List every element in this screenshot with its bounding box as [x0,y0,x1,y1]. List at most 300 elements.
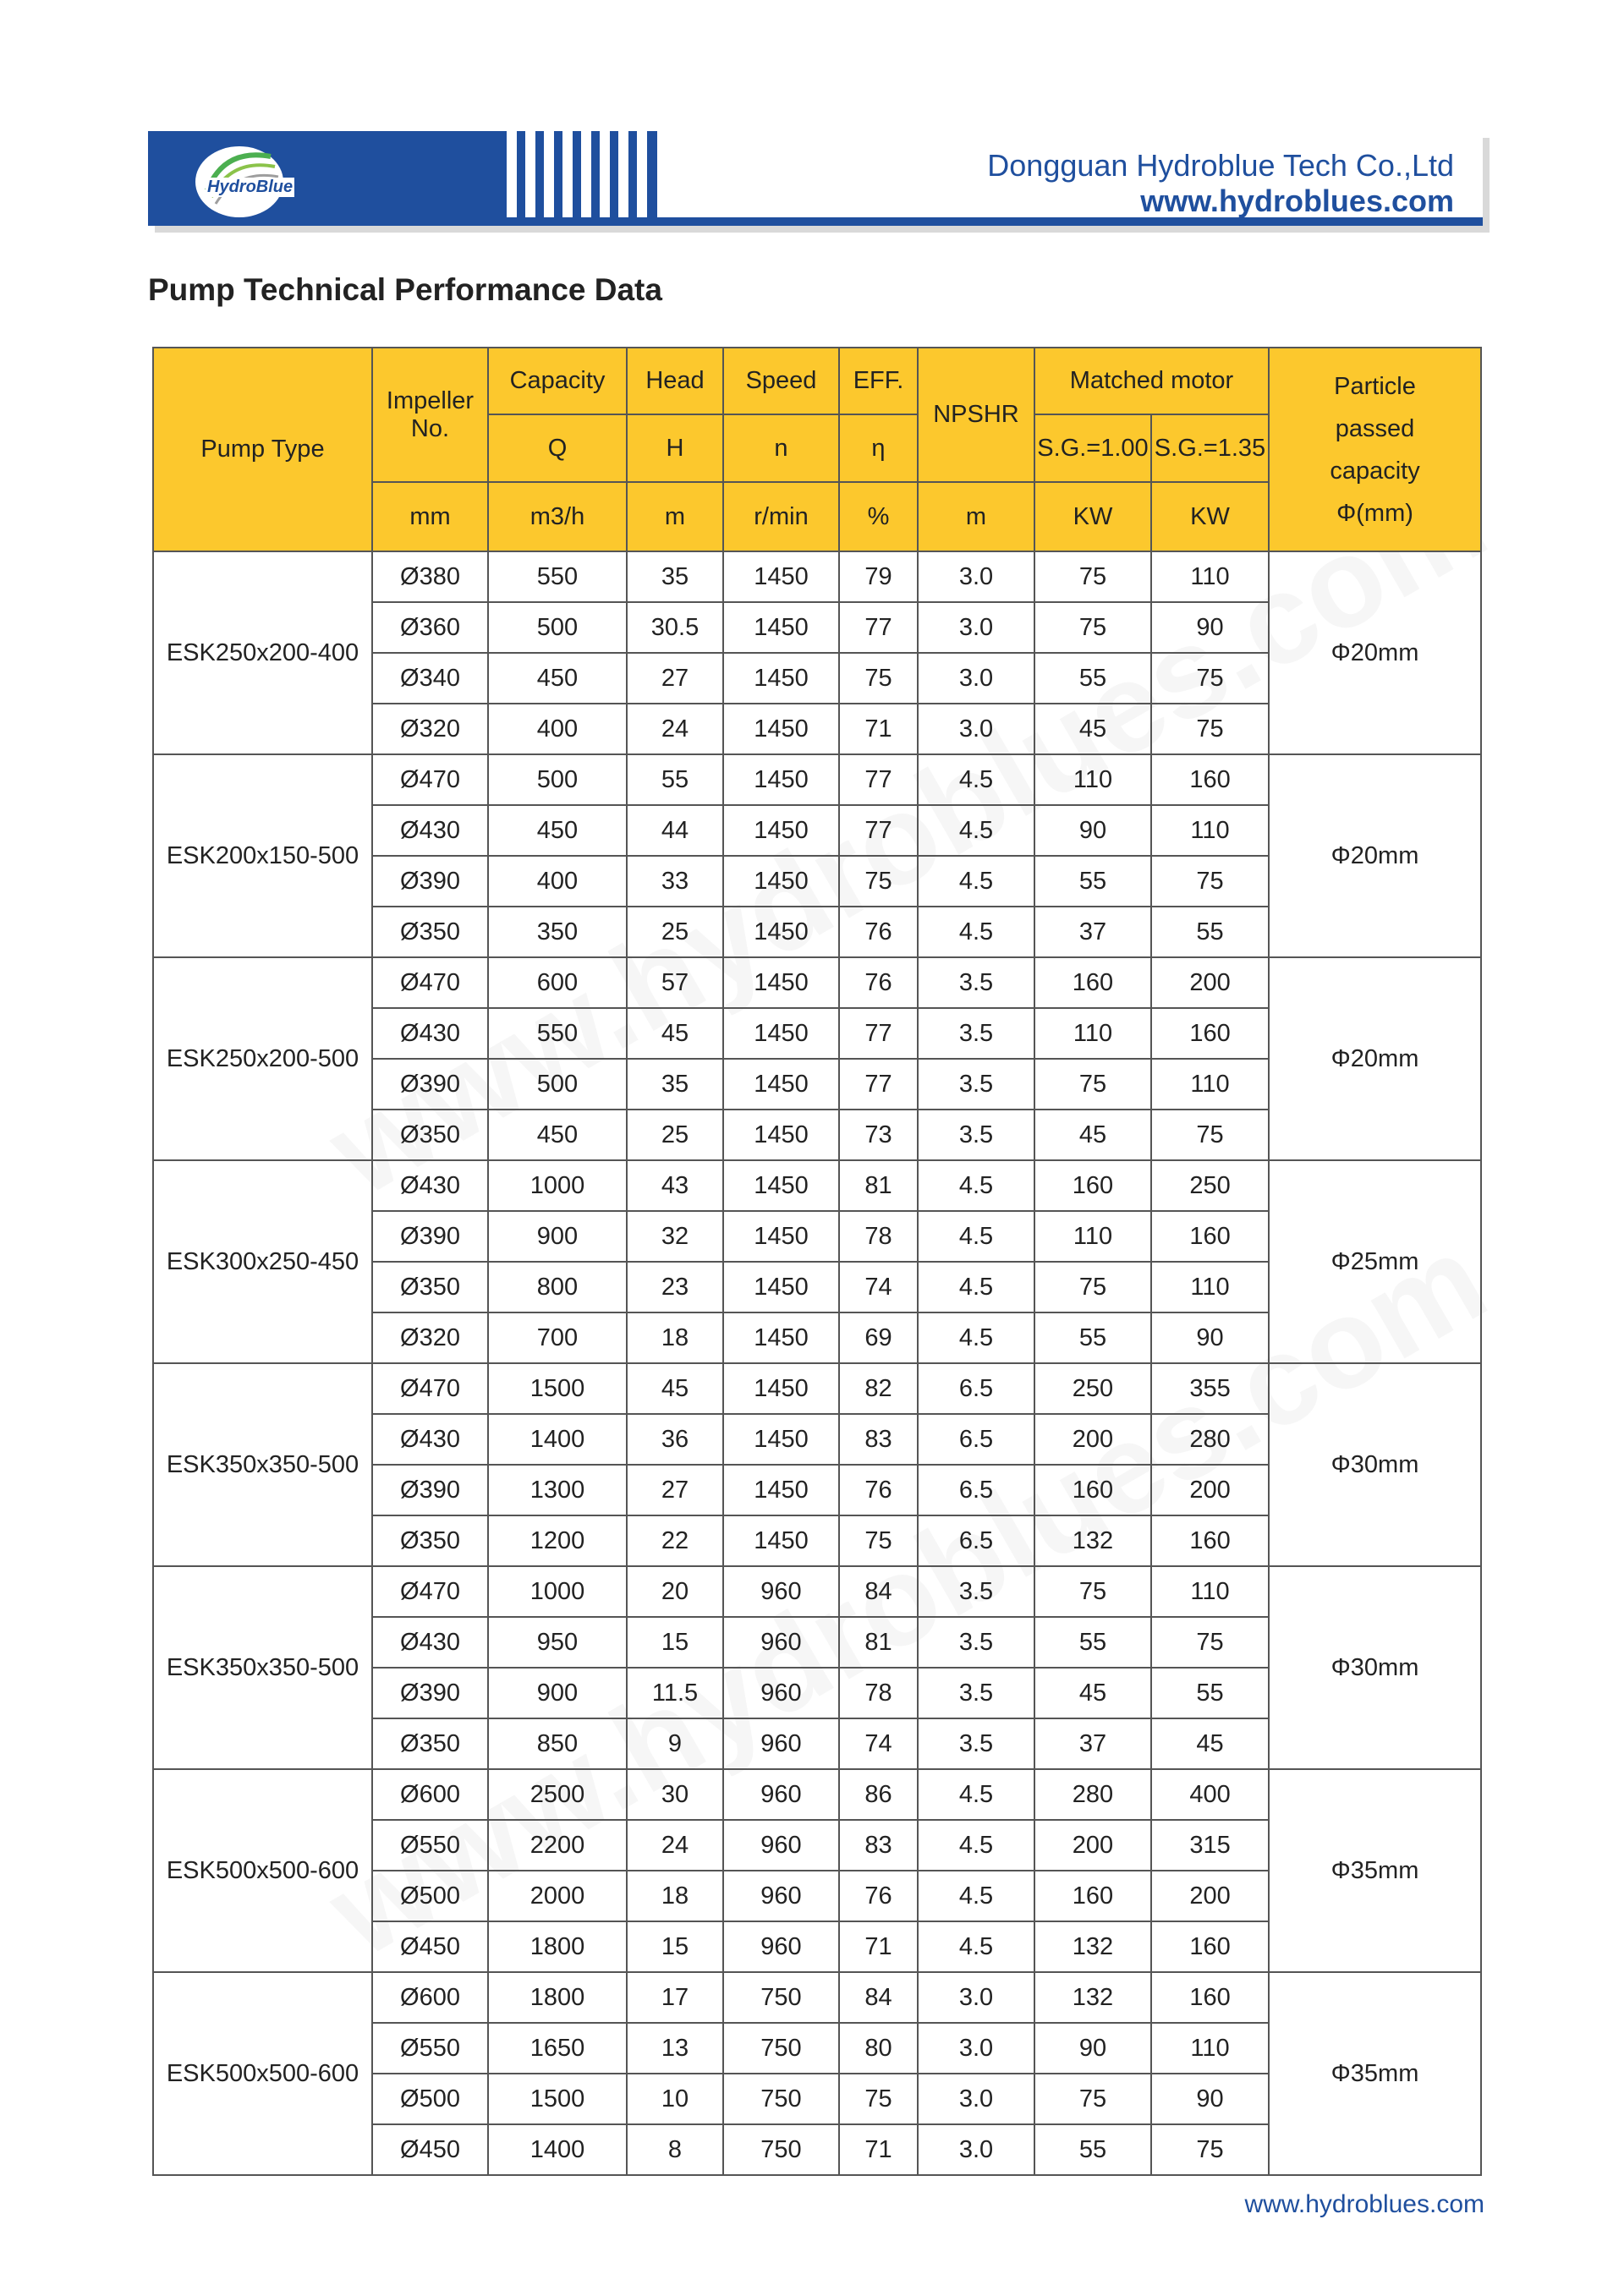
table-cell: Ø500 [372,1871,488,1921]
table-cell: 3.5 [918,1617,1034,1668]
table-cell: 6.5 [918,1515,1034,1566]
table-cell: 76 [839,1465,918,1515]
table-cell: 110 [1034,1211,1151,1262]
table-cell: 45 [627,1008,723,1059]
table-cell: 1300 [488,1465,627,1515]
table-cell: 76 [839,907,918,957]
table-cell: 3.0 [918,2023,1034,2074]
table-cell: 110 [1151,1566,1269,1617]
table-cell: 160 [1151,754,1269,805]
table-cell: 75 [839,2074,918,2124]
table-cell: 78 [839,1668,918,1718]
table-cell: 160 [1151,1211,1269,1262]
table-cell: Ø390 [372,1059,488,1110]
table-cell: 950 [488,1617,627,1668]
table-cell: 3.5 [918,1668,1034,1718]
table-cell: 45 [1034,1110,1151,1160]
table-cell: Ø550 [372,1820,488,1871]
table-body [153,551,1481,2175]
table-cell: 75 [839,856,918,907]
pump-type-cell: ESK500x500-600 [153,1769,372,1972]
table-cell: 33 [627,856,723,907]
header-impeller: Impeller No. [372,348,488,482]
table-cell: Ø350 [372,1262,488,1312]
table-cell: 110 [1151,1262,1269,1312]
table-cell: 77 [839,1059,918,1110]
table-cell: 75 [1034,1566,1151,1617]
table-cell: 110 [1151,1059,1269,1110]
table-cell: 132 [1034,1921,1151,1972]
table-cell: 1450 [723,1059,839,1110]
particle-cell: Φ35mm [1269,1769,1481,1972]
particle-cell: Φ20mm [1269,551,1481,754]
table-cell: 75 [1034,551,1151,602]
table-cell: Ø390 [372,1211,488,1262]
table-cell: 3.5 [918,1008,1034,1059]
table-cell: 55 [1034,653,1151,704]
table-cell: 1450 [723,1414,839,1465]
table-cell: 75 [839,1515,918,1566]
table-cell: 450 [488,1110,627,1160]
table-cell: 850 [488,1718,627,1769]
table-row [153,1160,1481,1211]
table-cell: 110 [1151,2023,1269,2074]
table-cell: 160 [1151,1515,1269,1566]
table-cell: 160 [1034,1465,1151,1515]
table-cell: 160 [1151,1008,1269,1059]
table-cell: 6.5 [918,1465,1034,1515]
table-cell: 15 [627,1921,723,1972]
table-cell: 6.5 [918,1414,1034,1465]
header-unit-npshr: m [918,482,1034,551]
table-cell: 30.5 [627,602,723,653]
table-cell: 3.0 [918,653,1034,704]
table-cell: 71 [839,1921,918,1972]
table-cell: 11.5 [627,1668,723,1718]
table-cell: 45 [627,1363,723,1414]
table-cell: 86 [839,1769,918,1820]
banner-blue-panel [148,131,657,226]
table-cell: 132 [1034,1972,1151,2023]
table-row [153,1566,1481,1617]
header-banner [148,131,1483,226]
table-cell: 1450 [723,1008,839,1059]
table-cell: 1000 [488,1160,627,1211]
company-website[interactable]: www.hydroblues.com [1140,184,1454,218]
table-cell: 43 [627,1160,723,1211]
particle-cell: Φ30mm [1269,1363,1481,1566]
table-cell: 3.5 [918,1059,1034,1110]
table-cell: 900 [488,1668,627,1718]
table-cell: 55 [1151,907,1269,957]
table-cell: Ø350 [372,907,488,957]
table-cell: 75 [1151,704,1269,754]
table-cell: 200 [1034,1820,1151,1871]
table-cell: 27 [627,1465,723,1515]
header-unit-kw1: KW [1034,482,1151,551]
table-cell: 1650 [488,2023,627,2074]
table-cell: Ø470 [372,957,488,1008]
table-cell: 77 [839,754,918,805]
table-cell: 400 [1151,1769,1269,1820]
table-cell: 3.5 [918,1110,1034,1160]
header-capacity: Capacity [488,348,627,414]
table-cell: 4.5 [918,907,1034,957]
table-cell: Ø390 [372,1465,488,1515]
table-cell: 280 [1151,1414,1269,1465]
table-cell: 250 [1034,1363,1151,1414]
table-cell: 71 [839,2124,918,2175]
table-cell: 1450 [723,856,839,907]
table-cell: 13 [627,2023,723,2074]
table-cell: 700 [488,1312,627,1363]
table-cell: 75 [1151,1110,1269,1160]
table-cell: Ø450 [372,1921,488,1972]
table-cell: 1450 [723,1211,839,1262]
table-cell: 75 [1151,1617,1269,1668]
table-cell: 84 [839,1566,918,1617]
table-cell: 750 [723,2074,839,2124]
table-cell: 200 [1151,1465,1269,1515]
table-cell: 77 [839,1008,918,1059]
header-unit-q: m3/h [488,482,627,551]
table-cell: 69 [839,1312,918,1363]
table-cell: Ø350 [372,1718,488,1769]
table-cell: Ø470 [372,754,488,805]
table-cell: 960 [723,1820,839,1871]
table-cell: Ø390 [372,1668,488,1718]
table-cell: 1450 [723,602,839,653]
table-cell: 81 [839,1160,918,1211]
table-cell: 1000 [488,1566,627,1617]
table-cell: 1400 [488,2124,627,2175]
table-cell: 90 [1151,602,1269,653]
header-unit-mm: mm [372,482,488,551]
table-cell: 1450 [723,754,839,805]
table-cell: 15 [627,1617,723,1668]
table-cell: 55 [1034,1312,1151,1363]
table-cell: 960 [723,1617,839,1668]
table-cell: 250 [1151,1160,1269,1211]
table-cell: Ø600 [372,1769,488,1820]
table-cell: 160 [1034,1871,1151,1921]
table-cell: 550 [488,551,627,602]
performance-table [152,347,1482,2176]
table-cell: 1800 [488,1921,627,1972]
header-sg2: S.G.=1.35 [1151,414,1269,482]
table-cell: Ø350 [372,1110,488,1160]
table-cell: 55 [1034,856,1151,907]
footer-website[interactable]: www.hydroblues.com [1244,2190,1484,2218]
table-cell: 800 [488,1262,627,1312]
table-cell: 1450 [723,653,839,704]
particle-cell: Φ25mm [1269,1160,1481,1363]
table-cell: Ø550 [372,2023,488,2074]
table-cell: 35 [627,1059,723,1110]
pump-type-cell: ESK250x200-400 [153,551,372,754]
table-cell: 76 [839,957,918,1008]
table-cell: 1450 [723,1312,839,1363]
company-block [987,148,1454,219]
table-cell: 160 [1151,1921,1269,1972]
table-cell: 73 [839,1110,918,1160]
table-cell: 90 [1034,805,1151,856]
header-unit-eff: % [839,482,918,551]
table-cell: 355 [1151,1363,1269,1414]
table-cell: 4.5 [918,1312,1034,1363]
table-row [153,957,1481,1008]
table-cell: 1500 [488,1363,627,1414]
table-cell: 350 [488,907,627,957]
table-cell: 4.5 [918,754,1034,805]
table-cell: 4.5 [918,1871,1034,1921]
table-cell: 960 [723,1921,839,1972]
table-cell: 77 [839,805,918,856]
table-cell: 55 [1034,1617,1151,1668]
table-cell: 400 [488,856,627,907]
table-cell: Ø450 [372,2124,488,2175]
table-cell: 79 [839,551,918,602]
table-cell: 3.5 [918,1718,1034,1769]
table-cell: 1200 [488,1515,627,1566]
table-cell: 960 [723,1668,839,1718]
table-cell: 450 [488,805,627,856]
table-cell: 75 [1034,1059,1151,1110]
particle-cell: Φ30mm [1269,1566,1481,1769]
table-cell: 90 [1034,2023,1151,2074]
table-cell: 4.5 [918,1820,1034,1871]
header-unit-kw2: KW [1151,482,1269,551]
header-sym-q: Q [488,414,627,482]
table-cell: 55 [627,754,723,805]
table-cell: 75 [839,653,918,704]
table-cell: 82 [839,1363,918,1414]
header-npshr: NPSHR [918,348,1034,482]
table-cell: 1450 [723,1465,839,1515]
table-row [153,1972,1481,2023]
pump-type-cell: ESK500x500-600 [153,1972,372,2175]
table-cell: 78 [839,1211,918,1262]
table-cell: 8 [627,2124,723,2175]
table-cell: 32 [627,1211,723,1262]
table-cell: 280 [1034,1769,1151,1820]
table-cell: 75 [1151,2124,1269,2175]
table-cell: 35 [627,551,723,602]
header-sym-h: H [627,414,723,482]
table-cell: 160 [1151,1972,1269,2023]
table-cell: 75 [1151,653,1269,704]
table-cell: 20 [627,1566,723,1617]
table-cell: 74 [839,1262,918,1312]
table-cell: 75 [1034,602,1151,653]
table-cell: 1450 [723,1515,839,1566]
table-cell: 9 [627,1718,723,1769]
table-cell: 160 [1034,1160,1151,1211]
logo-text: HydroBlue [207,178,294,196]
particle-cell: Φ35mm [1269,1972,1481,2175]
header-speed: Speed [723,348,839,414]
table-cell: 37 [1034,1718,1151,1769]
table-cell: 18 [627,1312,723,1363]
particle-cell: Φ20mm [1269,754,1481,957]
table-cell: 3.0 [918,2074,1034,2124]
pump-type-cell: ESK350x350-500 [153,1363,372,1566]
pump-type-cell: ESK350x350-500 [153,1566,372,1769]
table-row [153,551,1481,602]
table-cell: 960 [723,1566,839,1617]
table-cell: 75 [1151,856,1269,907]
table-cell: 750 [723,2124,839,2175]
table-cell: 2000 [488,1871,627,1921]
table-cell: 1450 [723,704,839,754]
table-cell: 960 [723,1718,839,1769]
table-cell: 110 [1151,551,1269,602]
table-cell: 450 [488,653,627,704]
table-cell: 1450 [723,1262,839,1312]
table-cell: 750 [723,2023,839,2074]
banner-stripes [503,131,672,217]
table-cell: 17 [627,1972,723,2023]
table-cell: 200 [1151,957,1269,1008]
table-cell: 30 [627,1769,723,1820]
table-cell: 55 [1151,1668,1269,1718]
table-cell: 1450 [723,1363,839,1414]
table-cell: 132 [1034,1515,1151,1566]
table-cell: 4.5 [918,856,1034,907]
table-header [153,348,1481,551]
table-cell: 1450 [723,551,839,602]
table-cell: 27 [627,653,723,704]
table-cell: 57 [627,957,723,1008]
table-cell: 3.0 [918,551,1034,602]
table-cell: 80 [839,2023,918,2074]
header-sg1: S.G.=1.00 [1034,414,1151,482]
table-cell: 600 [488,957,627,1008]
table-cell: 45 [1151,1718,1269,1769]
table-cell: 25 [627,907,723,957]
table-cell: 110 [1034,754,1151,805]
table-cell: 10 [627,2074,723,2124]
table-cell: Ø320 [372,1312,488,1363]
table-cell: Ø350 [372,1515,488,1566]
table-cell: 500 [488,602,627,653]
table-cell: 110 [1151,805,1269,856]
table-cell: 3.5 [918,1566,1034,1617]
table-cell: 3.0 [918,704,1034,754]
table-cell: Ø320 [372,704,488,754]
page-title: Pump Technical Performance Data [148,272,662,307]
table-cell: Ø430 [372,805,488,856]
table-cell: 84 [839,1972,918,2023]
table-cell: 4.5 [918,1211,1034,1262]
table-cell: 750 [723,1972,839,2023]
table-cell: Ø470 [372,1363,488,1414]
table-cell: 22 [627,1515,723,1566]
table-cell: 75 [1034,1262,1151,1312]
header-unit-n: r/min [723,482,839,551]
table-cell: Ø340 [372,653,488,704]
table-row [153,1769,1481,1820]
table-cell: 3.0 [918,1972,1034,2023]
table-cell: 83 [839,1820,918,1871]
header-pump-type: Pump Type [153,348,372,551]
table-cell: Ø390 [372,856,488,907]
table-cell: 3.0 [918,602,1034,653]
pump-type-cell: ESK300x250-450 [153,1160,372,1363]
table-cell: 6.5 [918,1363,1034,1414]
table-cell: 200 [1151,1871,1269,1921]
table-cell: 1450 [723,805,839,856]
table-cell: 500 [488,1059,627,1110]
table-cell: Ø470 [372,1566,488,1617]
table-cell: 1400 [488,1414,627,1465]
table-cell: 1500 [488,2074,627,2124]
table-row [153,754,1481,805]
table-cell: 960 [723,1769,839,1820]
table-cell: 4.5 [918,805,1034,856]
header-sym-n: n [723,414,839,482]
table-cell: 44 [627,805,723,856]
table-row [153,1363,1481,1414]
table-cell: 24 [627,1820,723,1871]
table-cell: 160 [1034,957,1151,1008]
header-eff: EFF. [839,348,918,414]
table-cell: 1450 [723,907,839,957]
particle-cell: Φ20mm [1269,957,1481,1160]
table-cell: Ø360 [372,602,488,653]
pump-type-cell: ESK250x200-500 [153,957,372,1160]
pump-type-cell: ESK200x150-500 [153,754,372,957]
table-cell: 1450 [723,957,839,1008]
table-cell: 45 [1034,704,1151,754]
table-cell: Ø600 [372,1972,488,2023]
table-cell: 4.5 [918,1160,1034,1211]
table-cell: 3.5 [918,957,1034,1008]
table-cell: Ø430 [372,1617,488,1668]
table-cell: 81 [839,1617,918,1668]
header-particle: Particle passed capacity Φ(mm) [1269,348,1481,551]
header-sym-eta: η [839,414,918,482]
table-cell: 25 [627,1110,723,1160]
table-cell: 76 [839,1871,918,1921]
table-cell: 55 [1034,2124,1151,2175]
table-cell: 18 [627,1871,723,1921]
table-cell: 2200 [488,1820,627,1871]
company-name: Dongguan Hydroblue Tech Co.,Ltd [987,148,1454,183]
table-cell: Ø430 [372,1414,488,1465]
table-cell: 200 [1034,1414,1151,1465]
table-cell: 900 [488,1211,627,1262]
table-cell: 4.5 [918,1262,1034,1312]
table-cell: 1800 [488,1972,627,2023]
table-cell: 550 [488,1008,627,1059]
table-cell: 960 [723,1871,839,1921]
table-cell: 71 [839,704,918,754]
table-cell: 2500 [488,1769,627,1820]
table-cell: 24 [627,704,723,754]
table-cell: 1450 [723,1110,839,1160]
table-cell: 75 [1034,2074,1151,2124]
table-cell: 90 [1151,2074,1269,2124]
table-cell: Ø430 [372,1008,488,1059]
header-unit-h: m [627,482,723,551]
table-cell: 23 [627,1262,723,1312]
table-cell: 74 [839,1718,918,1769]
header-head: Head [627,348,723,414]
table-cell: 3.0 [918,2124,1034,2175]
table-cell: 1450 [723,1160,839,1211]
table-cell: 83 [839,1414,918,1465]
